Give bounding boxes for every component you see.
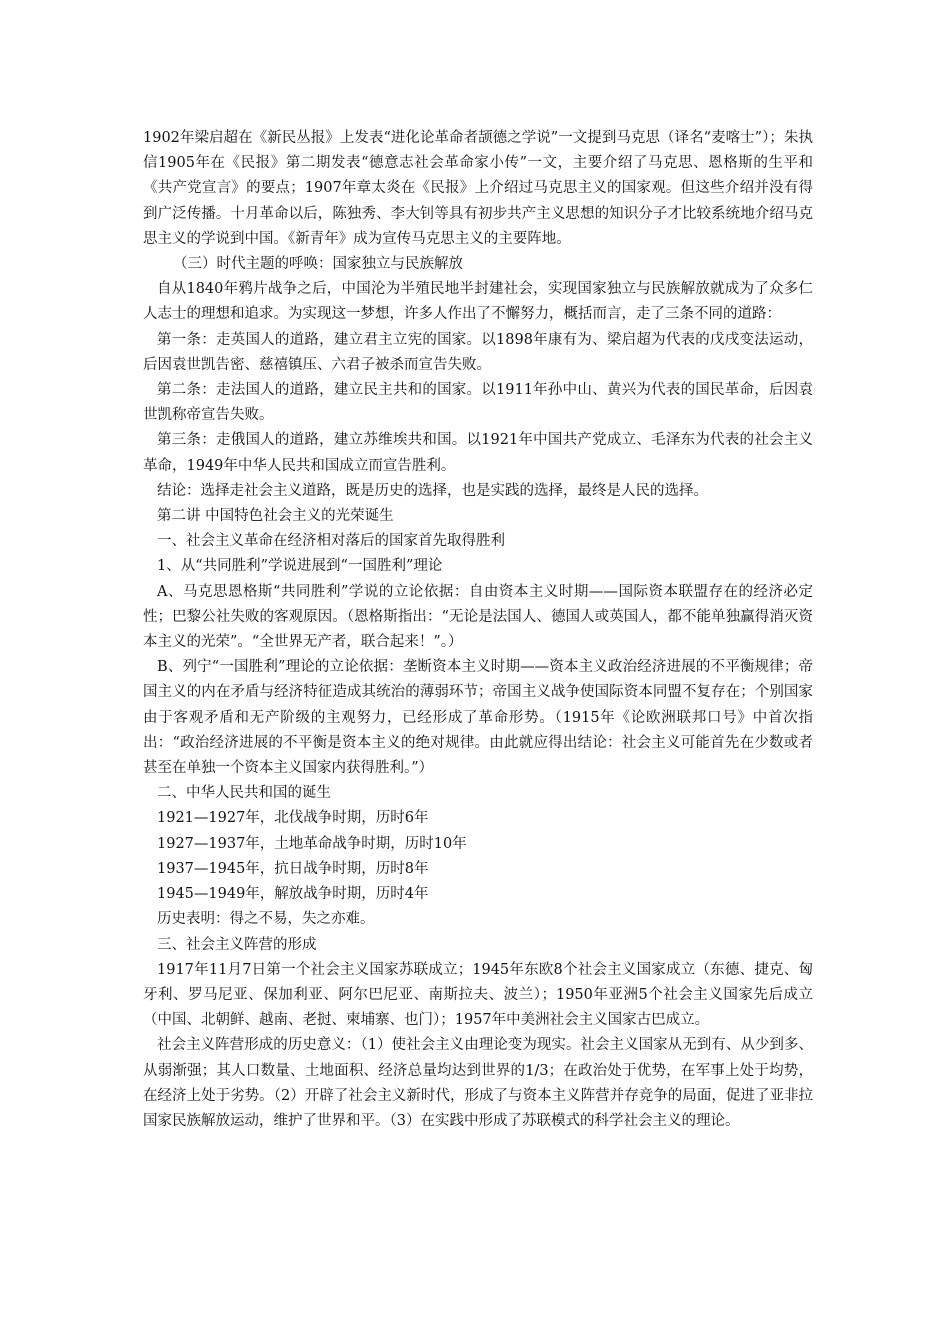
document-body — [143, 126, 813, 1134]
paragraph-intro-marxism-spread: 1902年梁启超在《新民丛报》上发表“进化论革命者颉德之学说”一文提到马克思（译名“麦喀士”）；朱执信1905年在《民报》第二期发表“德意志社会革命家小传”一文，主要介绍了马克思、恩格斯的生平和《共产党宣言》的要点；1907年章太炎在《民报》上介绍过马克思主义的国家观。但这些介绍并没有得到广泛传播。十月革命以后，陈独秀、李大钊等具有初步共产主义思想的知识分子才比较系统地介绍马克思主义的学说到中国。《新青年》成为宣传马克思主义的主要阵地。 — [143, 130, 813, 247]
timeline-item-1921: 1921—1927年，北伐战争时期，历时6年 — [157, 810, 429, 827]
paragraph-path-one: 第一条：走英国人的道路，建立君主立宪的国家。以1898年康有为、梁启超为代表的戊戌变法运动，后因袁世凯告密、慈禧镇压、六君子被杀而宣告失败。 — [143, 331, 813, 373]
paragraph-point-a: A、马克思恩格斯“共同胜利”学说的立论依据：自由资本主义时期——国际资本联盟存在的经济必定性；巴黎公社失败的客观原因。（恩格斯指出：“无论是法国人、德国人或英国人，都不能单独赢得消灭资本主义的光荣”。“全世界无产者，联合起来！”。） — [143, 583, 813, 651]
section-heading-one: 一、社会主义革命在经济相对落后的国家首先取得胜利 — [157, 533, 505, 550]
paragraph-socialist-camp-countries: 1917年11月7日第一个社会主义国家苏联成立；1945年东欧8个社会主义国家成立（东德、捷克、匈牙利、罗马尼亚、保加利亚、阿尔巴尼亚、南斯拉夫、波兰）；1950年亚洲5个社会主义国家先后成立（中国、北朝鲜、越南、老挝、柬埔寨、也门）；1957年中美洲社会主义国家古巴成立。 — [143, 961, 813, 1029]
paragraph-conclusion: 结论：选择走社会主义道路，既是历史的选择，也是实践的选择，最终是人民的选择。 — [157, 482, 708, 499]
subheading-one-country-victory: 1、从“共同胜利”学说进展到“一国胜利”理论 — [157, 558, 443, 575]
paragraph-path-two: 第二条：走法国人的道路，建立民主共和的国家。以1911年孙中山、黄兴为代表的国民革命，后因袁世凯称帝宣告失败。 — [143, 382, 813, 424]
timeline-item-1927: 1927—1937年，土地革命战争时期，历时10年 — [157, 835, 467, 852]
paragraph-since-1840: 自从1840年鸦片战争之后，中国沦为半殖民地半封建社会，实现国家独立与民族解放就成为了众多仁人志士的理想和追求。为实现这一梦想，许多人作出了不懈努力，概括而言，走了三条不同的道路： — [143, 281, 813, 323]
section-heading-two: 二、中华人民共和国的诞生 — [157, 785, 331, 802]
paragraph-path-three: 第三条：走俄国人的道路，建立苏维埃共和国。以1921年中国共产党成立、毛泽东为代表的社会主义革命，1949年中华人民共和国成立而宣告胜利。 — [143, 432, 813, 474]
paragraph-history-shows: 历史表明：得之不易，失之亦难。 — [157, 911, 375, 928]
paragraph-point-b: B、列宁“一国胜利”理论的立论依据：垄断资本主义时期——资本主义政治经济进展的不平衡规律；帝国主义的内在矛盾与经济特征造成其统治的薄弱环节；帝国主义战争使国际资本同盟不复存在；个别国家由于客观矛盾和无产阶级的主观努力，已经形成了革命形势。（1915年《论欧洲联邦口号》中首次指出：“政治经济进展的不平衡是资本主义的绝对规律。由此就应得出结论：社会主义可能首先在少数或者甚至在单独一个资本主义国家内获得胜利。”） — [143, 659, 813, 777]
section-heading-era-theme: （三）时代主题的呼唤：国家独立与民族解放 — [173, 256, 463, 273]
section-heading-three: 三、社会主义阵营的形成 — [157, 936, 317, 953]
timeline-item-1945: 1945—1949年，解放战争时期，历时4年 — [157, 886, 429, 903]
lecture-heading: 第二讲 中国特色社会主义的光荣诞生 — [157, 508, 394, 525]
paragraph-historical-significance: 社会主义阵营形成的历史意义：（1）使社会主义由理论变为现实。社会主义国家从无到有、从少到多、从弱渐强；其人口数量、土地面积、经济总量均达到世界的1/3；在政治处于优势，在军事上处于均势，在经济上处于劣势。（2）开辟了社会主义新时代，形成了与资本主义阵营并存竞争的局面，促进了亚非拉国家民族解放运动，维护了世界和平。（3）在实践中形成了苏联模式的科学社会主义的理论。 — [143, 1037, 813, 1129]
timeline-item-1937: 1937—1945年，抗日战争时期，历时8年 — [157, 860, 429, 877]
